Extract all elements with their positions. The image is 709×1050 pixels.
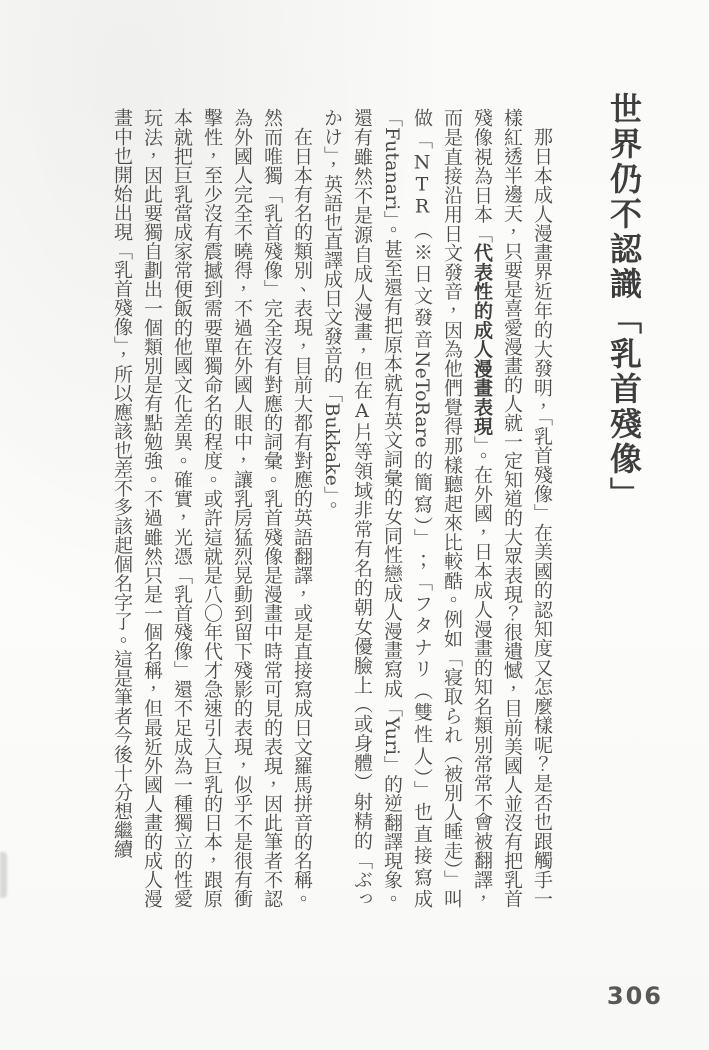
text-segment: Bukkake [321,402,343,486]
article [107,92,647,916]
text-segment: 片等領域非常有名的朝女優臉上（或身體）射精的「ぶっかけ」，英語也直譯成日文發音的「 [321,108,373,909]
text-segment: 」。在外國，日本成人漫畫的知名類別常常不會被翻譯，而是直接沿用日文發音，因為他們覺得那樣聽起來比較酷。例如「寝取られ（被別人睡走）」叫做「 [411,108,493,909]
page-title: 世界仍不認識「乳首殘像」 [605,92,643,512]
paragraph [107,108,317,908]
text-segment: Yuri [381,716,403,756]
text-segment: 在日本有名的類別、表現，目前大都有對應的英語翻譯，或是直接寫成日文羅馬拼音的名稱。然而唯獨「乳首殘像」完全沒有對應的詞彙。乳首殘像是漫畫中時常可見的表現，因此筆者不認為外國人完全不曉得，不過在外國人眼中，讓乳房猛烈晃動到留下殘影的表現，似乎不是很有衝擊性，至少沒有震撼到需要單獨命名的程度。或許這就是八〇年代才急速引入巨乳的日本，跟原本就把巨乳當成家常便飯的他國文化差異。確實，光憑「乳首殘像」還不足成為一種獨立的性愛玩法，因此要獨自劃出一個類別是有點勉強。不過雖然只是一個名稱，但最近外國人畫的成人漫畫中也開始出現「乳首殘像」，所以應該也差不多該起個名字了。這是筆者今後十分想繼續 [111,108,313,908]
text-segment: 」。甚至還有把原本就有英文詞彙的女同性戀成人漫畫寫成「 [381,210,403,717]
emphasized-text: 代表性的成人漫畫表現 [471,242,493,436]
text-segment: 」的逆翻譯現象。還有雖然不是源自成人漫畫，但在 [351,108,403,909]
text-segment: （※日文發音 [411,217,433,352]
text-segment: 那日本成人漫畫界近年的大發明，「乳首殘像」在美國的認知度又怎麼樣呢？是否也跟觸手一樣紅透半邊天，只要是喜愛漫畫的人就一定知道的大眾表現？很遺憾，目前美國人並沒有把乳首殘像視為日本「 [471,108,553,908]
text-segment: Futanari [381,127,403,211]
text-segment: NeToRare [411,351,433,448]
page-number: 306 [606,982,663,1010]
text-segment: NTR [411,151,433,218]
text-segment: A [351,399,373,422]
scan-smudge [0,852,7,898]
paragraph [317,108,557,908]
text-segment: 」。 [321,485,343,515]
article-body [107,92,557,908]
text-segment: 的簡寫）」；「フタナリ（雙性人）」也直接寫成「 [381,108,433,909]
